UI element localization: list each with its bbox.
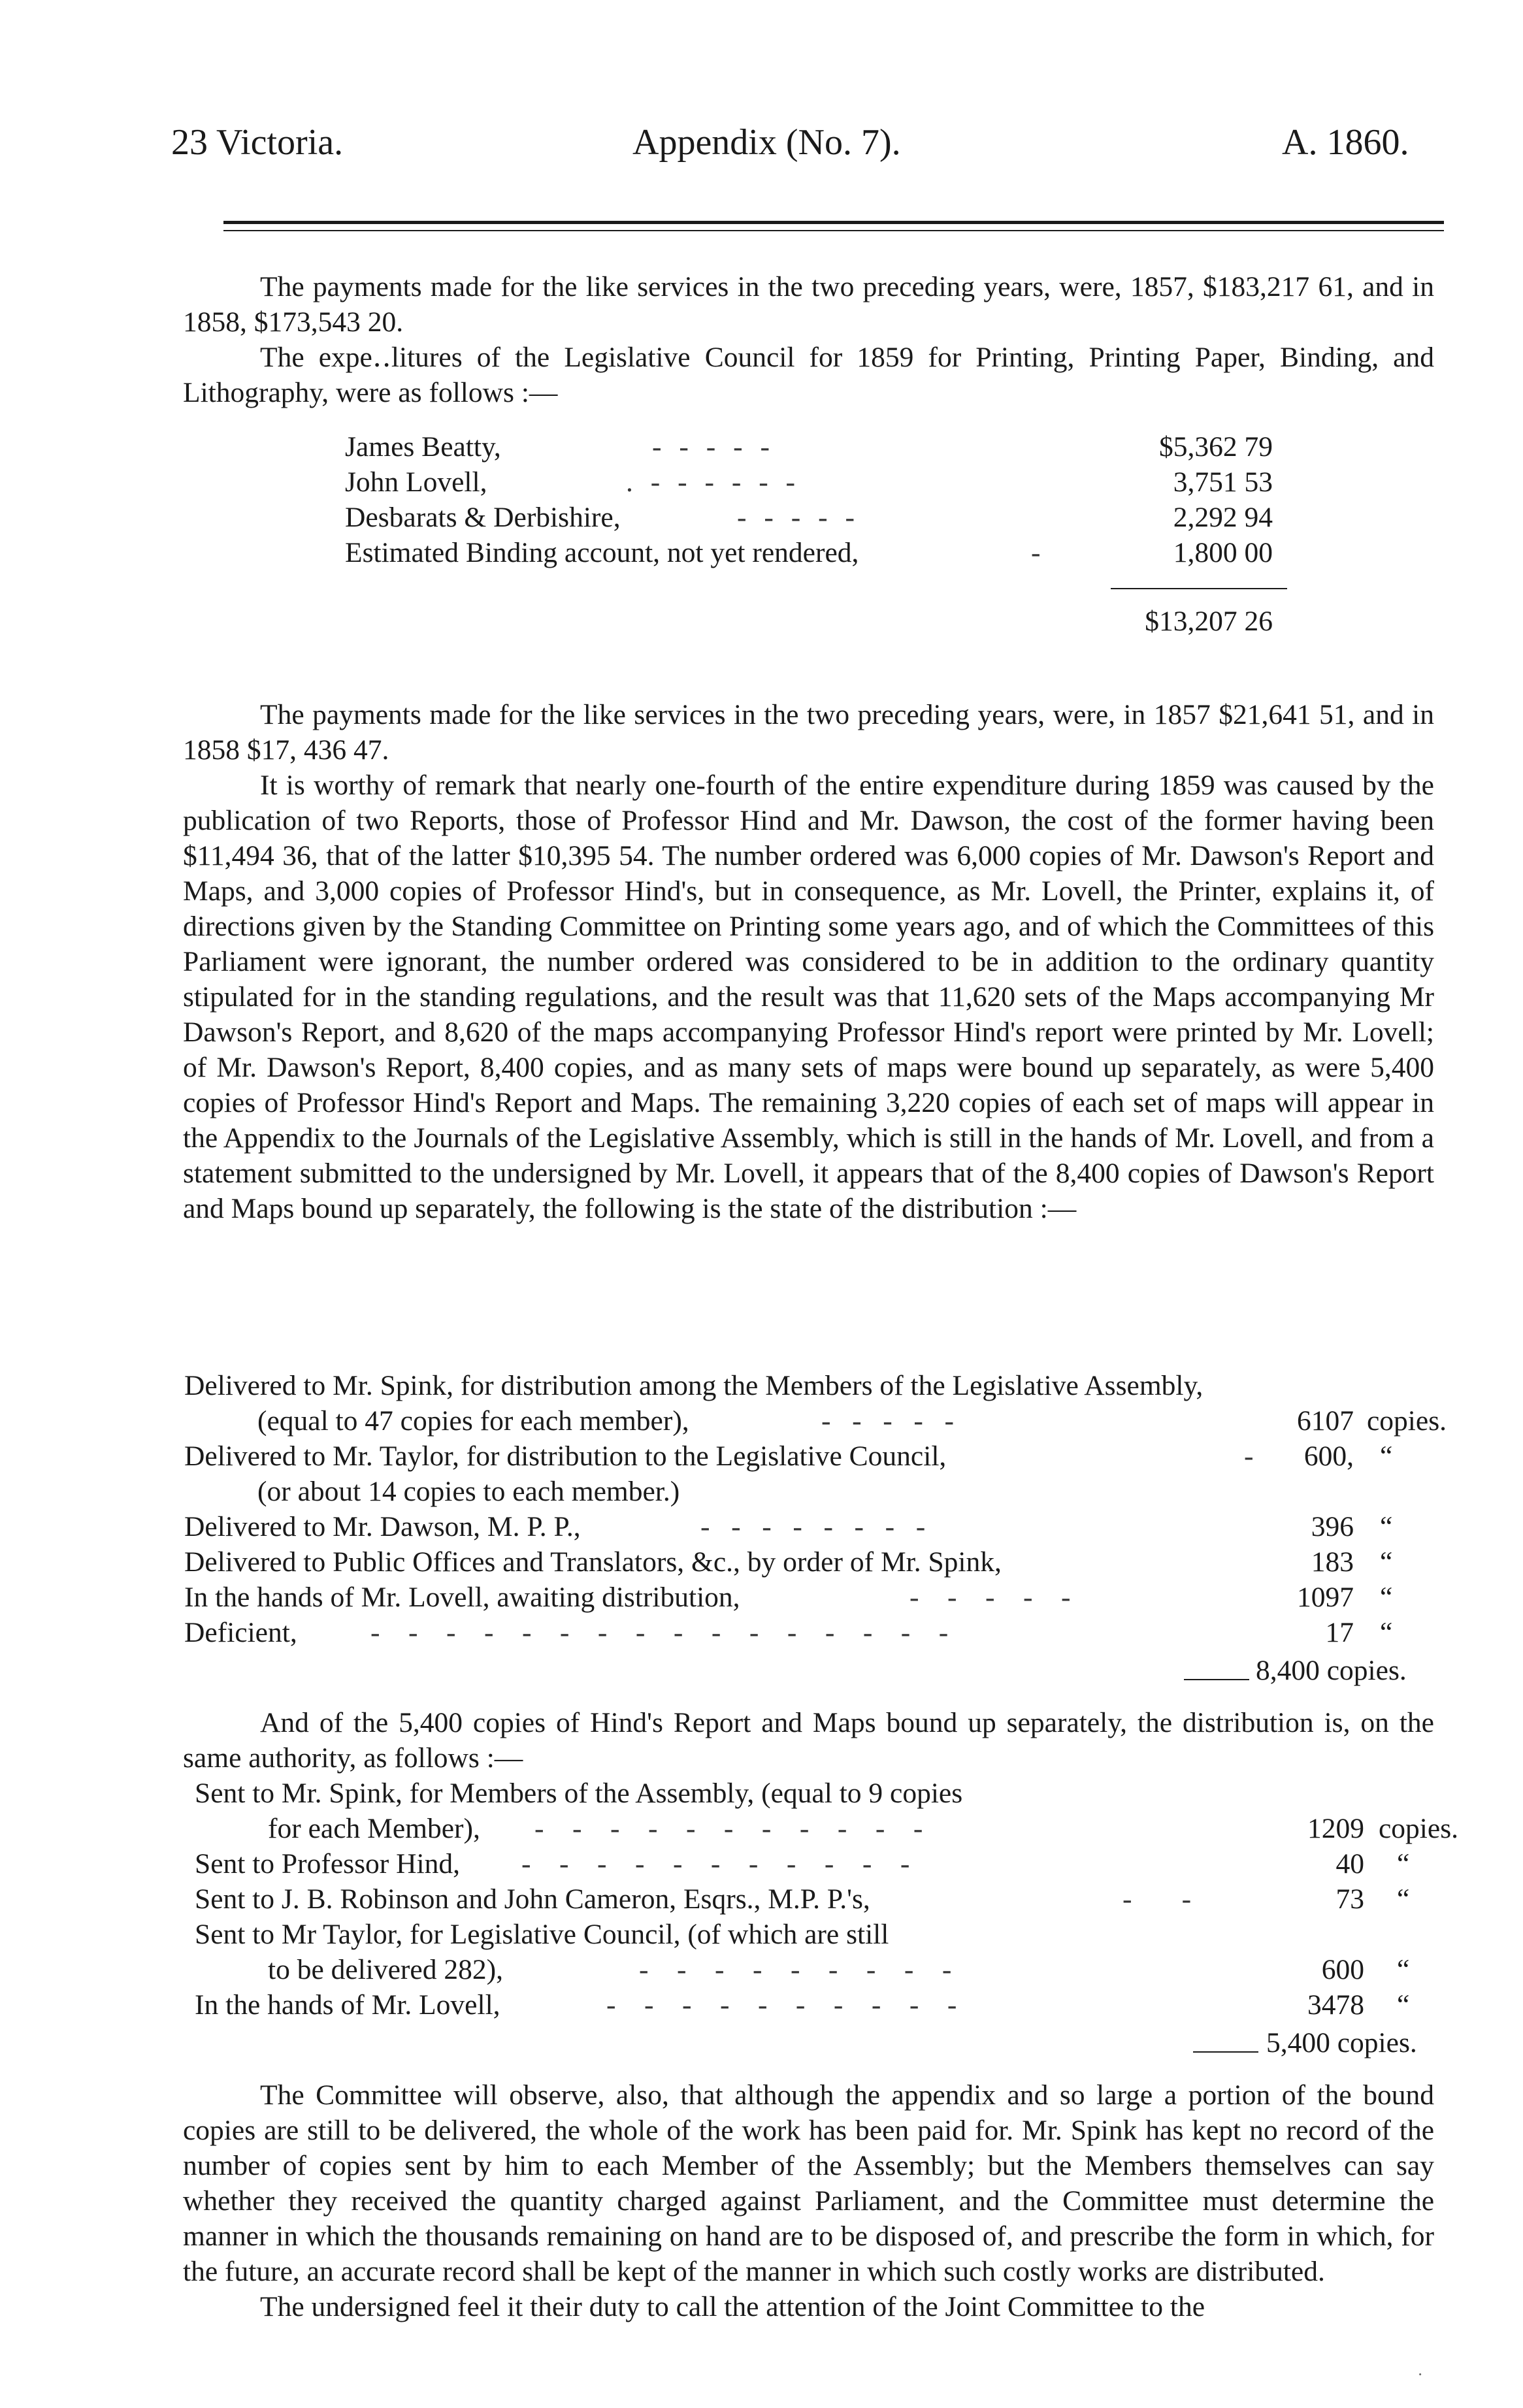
leader-dashes: - - - - - [909,1582,1071,1613]
expenditure-total-rule [1111,588,1287,589]
distribution-unit: “ [1397,1954,1410,1985]
distribution-number: 600 [1321,1954,1364,1985]
expenditure-row [345,429,1273,464]
distribution-number: 183 [1311,1546,1354,1578]
leader-dashes: - - - - - - - - - [639,1954,952,1985]
intro-block [183,269,1434,410]
distribution-unit: “ [1380,1546,1393,1578]
expenditure-amount: 1,800 00 [1173,537,1273,568]
header-rule-thin [223,230,1444,231]
leader-dashes: - - - - - - - - [700,1511,926,1542]
header-year: A. 1860. [1282,122,1409,163]
expenditure-list [345,429,1273,570]
distribution-row [195,1846,1443,1881]
expenditure-name: Desbarats & Derbishire, [345,502,621,533]
distribution-label: Delivered to Public Offices and Translators, &c., by order of Mr. Spink, [184,1546,1002,1578]
distribution-label: Sent to J. B. Robinson and John Cameron, Esqrs., M.P. P.'s, [195,1883,870,1915]
leader-dashes: - - - - - [652,431,775,463]
distribution-unit: copies. [1379,1813,1459,1844]
distribution-label: Delivered to Mr. Spink, for distribution among the Members of the Legislative Assembly, [184,1370,1204,1401]
distribution-row [195,1776,1443,1811]
distribution-label: for each Member), [268,1813,480,1844]
hind-total-rule [1193,2051,1258,2053]
leader-dashes: - [1031,537,1046,568]
distribution-unit: “ [1380,1617,1393,1648]
leader-dashes: - - - - - [737,502,860,533]
dawson-total-rule [1184,1679,1249,1680]
distribution-number: 17 [1325,1617,1354,1648]
leader-dashes: - [1244,1440,1254,1472]
leader-dashes: - - - - - - - - - - - - - - - - [370,1617,949,1648]
expenditure-amount: 2,292 94 [1173,502,1273,533]
distribution-row [184,1368,1445,1403]
distribution-row [184,1509,1445,1544]
distribution-label: Sent to Mr Taylor, for Legislative Council, (of which are still [195,1919,889,1950]
distribution-row [195,1987,1443,2023]
distribution-label: to be delivered 282), [268,1954,503,1985]
distribution-number: 3478 [1307,1989,1364,2021]
distribution-label: Sent to Mr. Spink, for Members of the Assembly, (equal to 9 copies [195,1778,963,1809]
distribution-number: 6107 [1297,1405,1354,1437]
distribution-label: Delivered to Mr. Dawson, M. P. P., [184,1511,581,1542]
expenditure-amount: $5,362 79 [1159,431,1273,463]
leader-dashes: . - - - - - - [626,466,801,498]
distribution-unit: copies. [1367,1405,1447,1437]
leader-dashes: - - - - - - - - - - [606,1989,957,2021]
expenditure-row [345,500,1273,535]
paragraph-hind-distribution: And of the 5,400 copies of Hind's Report and Maps bound up separately, the distribution is, on the same authority, as follows :— [183,1707,1434,1774]
distribution-row [195,1811,1459,1846]
distribution-unit: “ [1380,1511,1393,1542]
expenditure-total: $13,207 26 [1145,606,1273,637]
distribution-number: 1097 [1297,1582,1354,1613]
header-appendix: Appendix (No. 7). [632,122,901,163]
leader-dashes: - - - - - [821,1405,954,1437]
distribution-label: Deficient, [184,1617,297,1648]
header-session: 23 Victoria. [171,122,344,163]
distribution-label: In the hands of Mr. Lovell, awaiting distribution, [184,1582,740,1613]
distribution-label: Delivered to Mr. Taylor, for distribution to the Legislative Council, [184,1440,947,1472]
distribution-number: 396 [1311,1511,1354,1542]
distribution-row [184,1580,1445,1615]
paragraph-council-expenditures: The expe․․litures of the Legislative Council for 1859 for Printing, Printing Paper, Binding, and Lithography, were as follows :— [183,342,1434,408]
paragraph-council-prior-payments: The payments made for the like services in the two preceding years, were, in 1857 $21,641 51, and in 1858 $17, 436 47. [183,699,1434,766]
paragraph-undersigned-duty: The undersigned feel it their duty to call the attention of the Joint Committee to the [260,2291,1205,2322]
distribution-unit: “ [1397,1848,1410,1879]
expenditure-name: James Beatty, [345,431,501,463]
leader-dashes: - - [1122,1883,1192,1915]
distribution-number: 40 [1335,1848,1364,1879]
distribution-unit: “ [1380,1440,1393,1472]
paragraph-committee-observation: The Committee will observe, also, that although the appendix and so large a portion of the bound copies are still to be delivered, the whole of the work has been paid for. Mr. Spink has kept no record of the number of copies sent by him to each Member of the Assembly; but the Members themselves can say whether they received the quantity charged against Parliament, and the Committee must determine the manner in which the thousands remaining on hand are to be disposed of, and prescribe the form in which, for the future, an accurate record shall be kept of the manner in which such costly works are distributed. [183,2079,1434,2287]
distribution-row [184,1474,1445,1509]
paragraph-reports-remark: It is worthy of remark that nearly one-fourth of the entire expenditure during 1859 was caused by the publication of two Reports, those of Professor Hind and Mr. Dawson, the cost of the former having been $11,494 36, that of the latter $10,395 54. The number ordered was 6,000 copies of Mr. Dawson's Report and Maps, and 3,000 copies of Professor Hind's, but in consequence, as Mr. Lovell, the Printer, explains it, of directions given by the Standing Committee on Printing some years ago, and of which the Committees of this Parliament were ignorant, the number ordered was considered to be in addition to the ordinary quantity stipulated for in the standing regulations, and the result was that 11,620 sets of the Maps accompanying Mr Dawson's Report, and 8,620 of the maps accompanying Professor Hind's report were printed by Mr. Lovell; of Mr. Dawson's Report, 8,400 copies, and as many sets of maps were bound up separately, as were 5,400 copies of Professor Hind's Report and Maps. The remaining 3,220 copies of each set of maps will appear in the Appendix to the Journals of the Legislative Assembly, which is still in the hands of Mr. Lovell, and from a statement submitted to the undersigned by Mr. Lovell, it appears that of the 8,400 copies of Dawson's Report and Maps bound up separately, the following is the state of the distribution :— [183,770,1434,1224]
distribution-row [195,1917,1443,1952]
leader-dashes: - - - - - - - - - - - [521,1848,910,1879]
distribution-label: (equal to 47 copies for each member), [257,1405,689,1437]
expenditure-row [345,464,1273,500]
distribution-row [195,1952,1443,1987]
report-block [183,697,1434,1226]
distribution-unit: “ [1380,1582,1393,1613]
closing-block [183,2077,1434,2324]
distribution-label: In the hands of Mr. Lovell, [195,1989,500,2021]
page-corner-mark: · [1418,2365,1422,2384]
distribution-row [184,1544,1445,1580]
distribution-number: 600, [1303,1440,1354,1472]
distribution-row [184,1403,1445,1439]
dawson-total: 8,400 copies. [1256,1655,1407,1686]
distribution-unit: “ [1397,1883,1410,1915]
distribution-number: 73 [1335,1883,1364,1915]
distribution-row [195,1881,1443,1917]
dawson-distribution-list [184,1368,1445,1650]
leader-dashes: - - - - - - - - - - - [534,1813,923,1844]
hind-distribution-list [195,1776,1459,2023]
distribution-unit: “ [1397,1989,1410,2021]
distribution-number: 1209 [1307,1813,1364,1844]
distribution-row [184,1439,1445,1474]
distribution-label: Sent to Professor Hind, [195,1848,460,1879]
hind-total: 5,400 copies. [1266,2027,1417,2058]
distribution-label: (or about 14 copies to each member.) [257,1476,680,1507]
paragraph-assembly-prior-payments: The payments made for the like services in the two preceding years, were, 1857, $183,217 61, and in 1858, $173,543 20. [183,271,1434,338]
hind-intro-block [183,1705,1434,1776]
expenditure-name: John Lovell, [345,466,487,498]
expenditure-amount: 3,751 53 [1173,466,1273,498]
expenditure-row [345,535,1273,570]
header-rule-thick [223,221,1444,224]
distribution-row [184,1615,1445,1650]
expenditure-name: Estimated Binding account, not yet rendered, [345,537,859,568]
